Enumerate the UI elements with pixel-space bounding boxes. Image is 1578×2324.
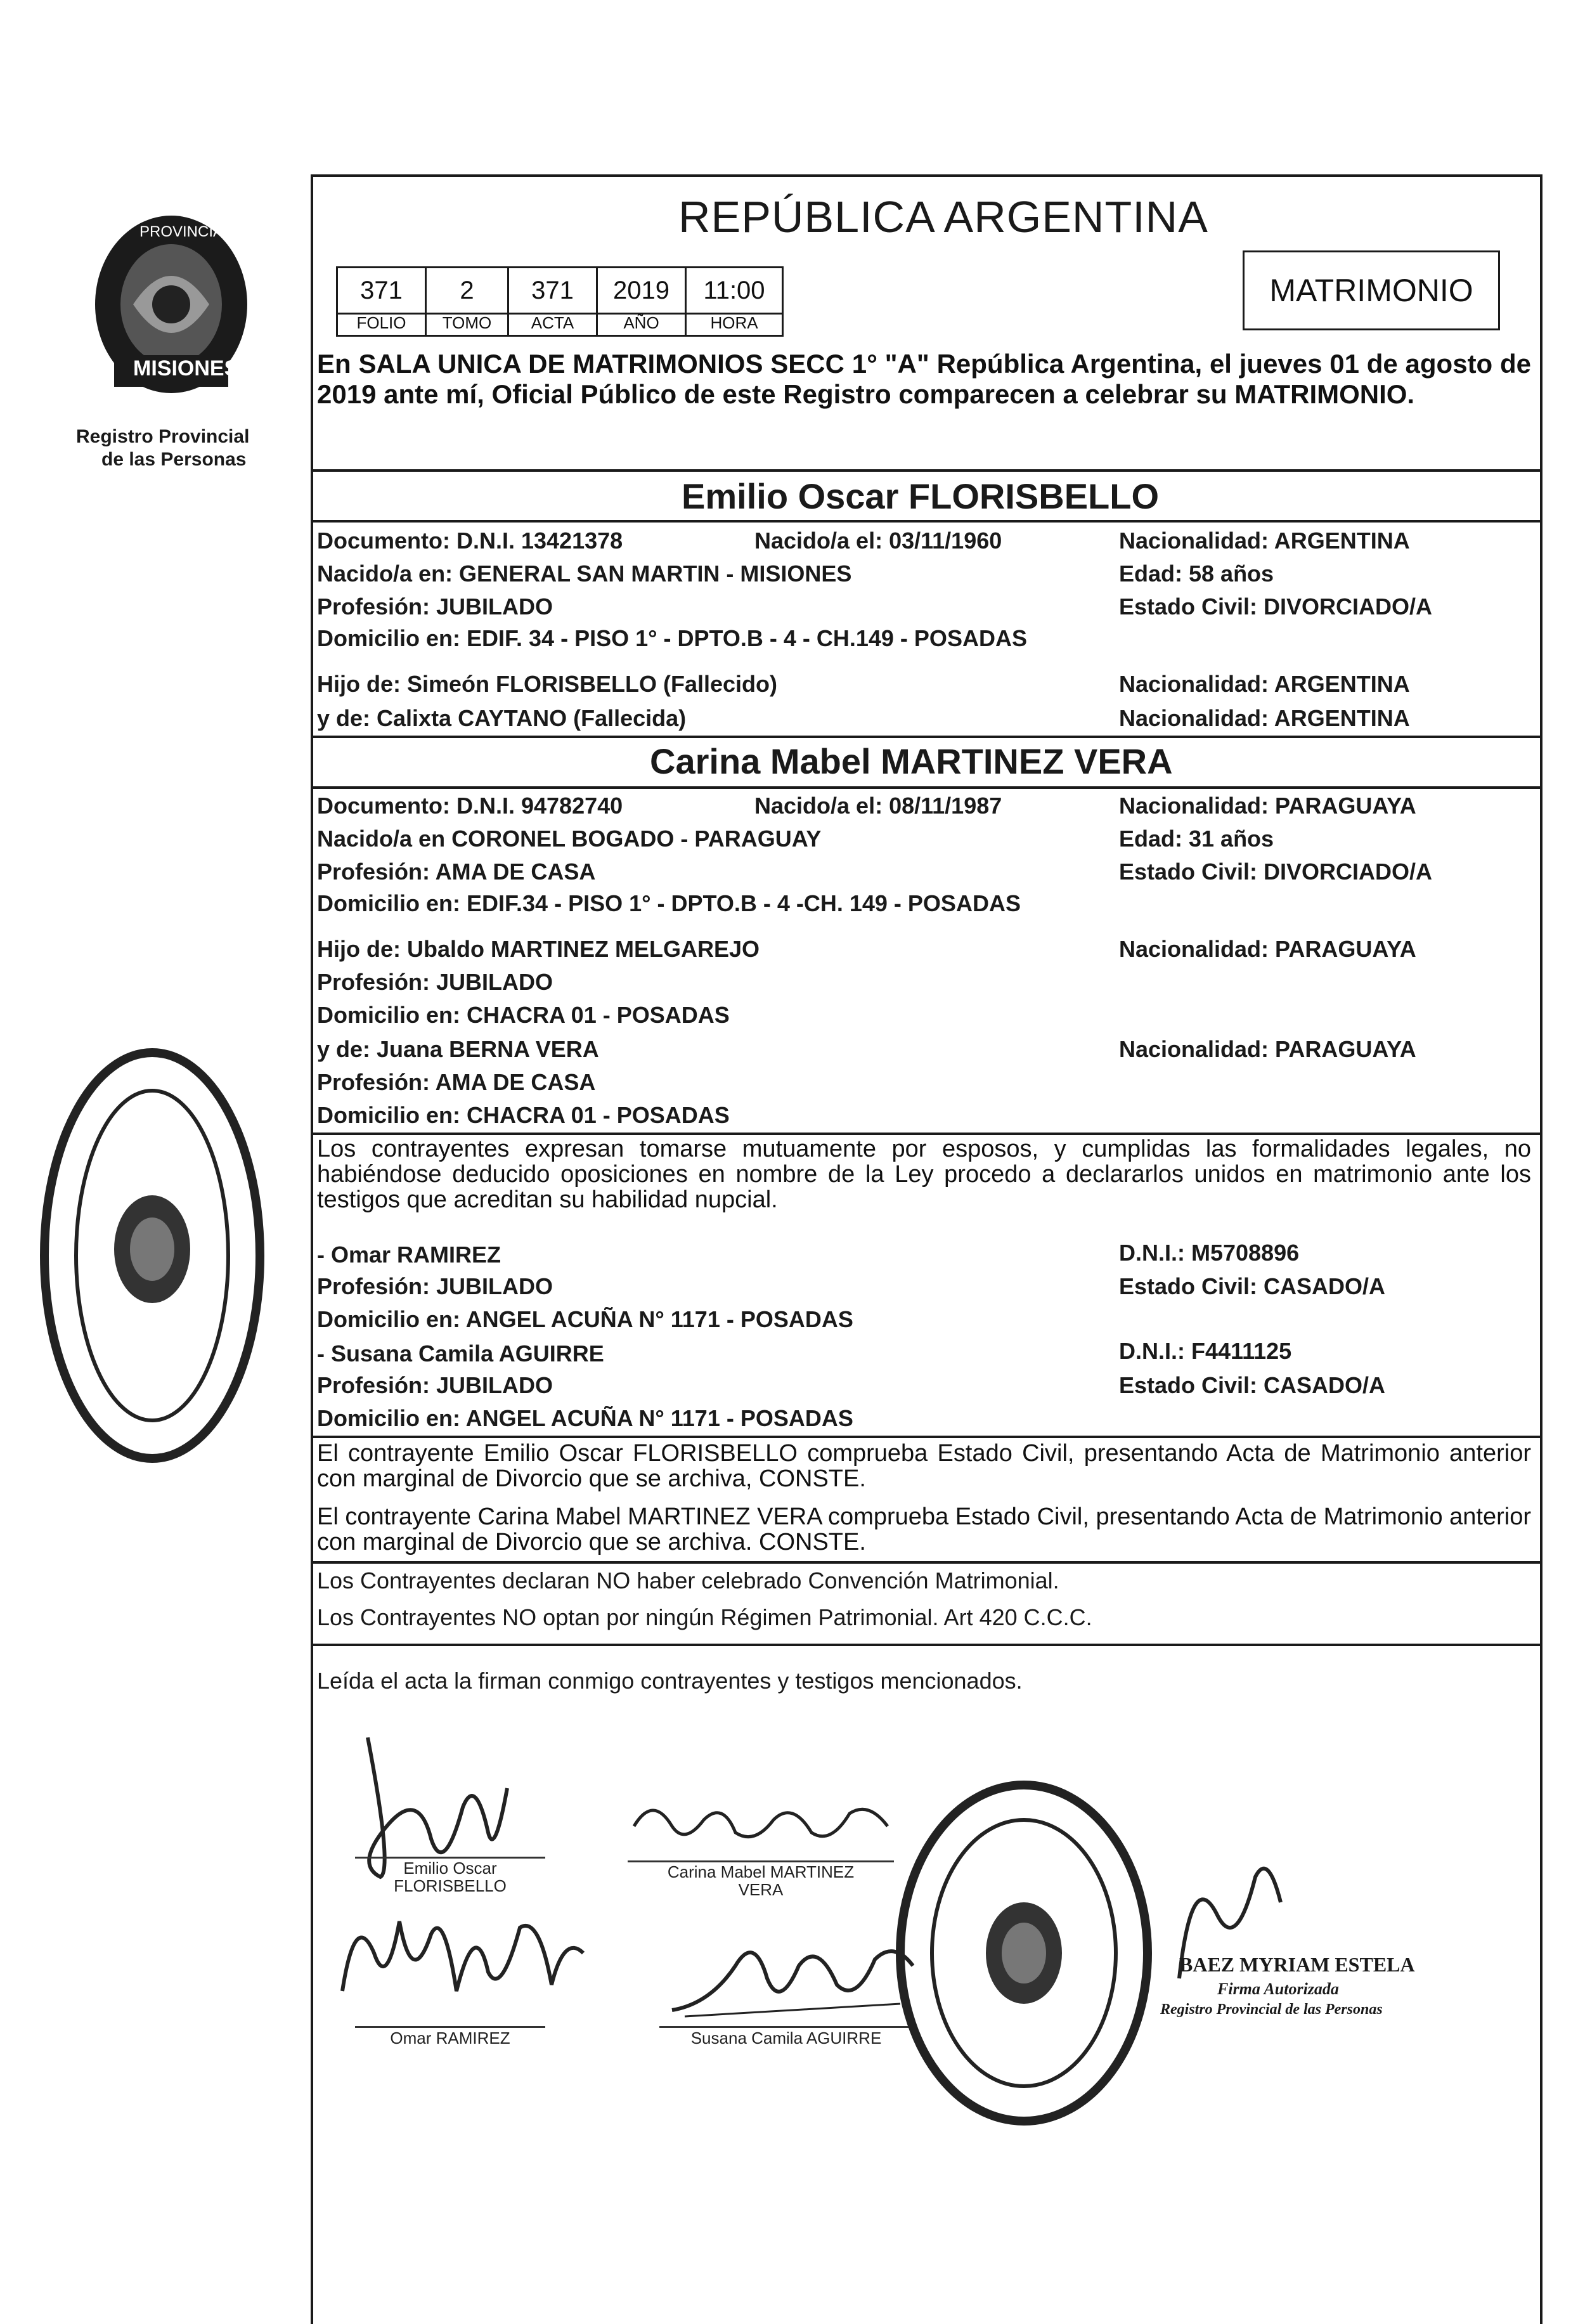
seal-icon <box>38 1040 266 1471</box>
spouse1-edad: Edad: 58 años <box>1119 561 1274 587</box>
signature-4-name: Susana Camila AGUIRRE <box>690 2029 882 2048</box>
spouse2-padre: Hijo de: Ubaldo MARTINEZ MELGAREJO <box>317 936 760 962</box>
anio-label: AÑO <box>598 311 687 335</box>
spouse1-documento: Documento: D.N.I. 13421378 <box>317 528 623 554</box>
tomo-value: 2 <box>427 268 509 313</box>
spouse2-documento: Documento: D.N.I. 94782740 <box>317 793 623 819</box>
official-name: BAEZ MYRIAM ESTELA <box>1179 1953 1415 1976</box>
signature-line <box>659 2026 913 2028</box>
spouse2-padre-nacionalidad: Nacionalidad: PARAGUAYA <box>1119 936 1416 962</box>
spouse1-padre-nacionalidad: Nacionalidad: ARGENTINA <box>1119 671 1410 697</box>
logo-text-bottom: MISIONES <box>133 356 239 380</box>
spouse2-nacionalidad: Nacionalidad: PARAGUAYA <box>1119 793 1416 819</box>
left-seal <box>38 1040 266 1471</box>
spouse2-nacido-en: Nacido/a en CORONEL BOGADO - PARAGUAY <box>317 826 822 852</box>
spouse1-nacionalidad: Nacionalidad: ARGENTINA <box>1119 528 1410 554</box>
declaration-paragraph: Los contrayentes expresan tomarse mutuamente por esposos, y cumplidas las formalidades legales, no habiéndose deducido oposiciones en nombre de la Ley procedo a declararlos unidos en matrimonio ante los testigos que acreditan su habilidad nupcial. <box>317 1136 1531 1213</box>
acta-value: 371 <box>509 268 598 313</box>
closing-note: Leída el acta la firman conmigo contrayentes y testigos mencionados. <box>317 1668 1023 1694</box>
acta-label: ACTA <box>509 311 598 335</box>
spouse2-madre-nacionalidad: Nacionalidad: PARAGUAYA <box>1119 1036 1416 1062</box>
signature-1-name-line2: FLORISBELLO <box>394 1876 507 1895</box>
witness1-estado-civil: Estado Civil: CASADO/A <box>1119 1273 1386 1299</box>
spouse2-padre-profesion: Profesión: JUBILADO <box>317 969 553 995</box>
registry-logo <box>70 209 273 419</box>
witness1-dni: D.N.I.: M5708896 <box>1119 1240 1300 1266</box>
spouse1-madre-nacionalidad: Nacionalidad: ARGENTINA <box>1119 705 1410 731</box>
divider <box>311 1436 1540 1438</box>
hora-value: 11:00 <box>703 276 765 304</box>
divider <box>311 469 1540 472</box>
spouse1-padre: Hijo de: Simeón FLORISBELLO (Fallecido) <box>317 671 778 697</box>
official-role-1: Firma Autorizada <box>1217 1980 1339 1998</box>
spouse2-madre: y de: Juana BERNA VERA <box>317 1036 599 1062</box>
signature-line <box>355 2026 545 2028</box>
signature-2-name-line1: Carina Mabel MARTINEZ <box>667 1862 855 1881</box>
spouse1-madre: y de: Calixta CAYTANO (Fallecida) <box>317 705 687 731</box>
registry-labels-box <box>336 311 784 337</box>
logo-caption-2: de las Personas <box>101 449 247 470</box>
note-1: El contrayente Emilio Oscar FLORISBELLO comprueba Estado Civil, presentando Acta de Matrimonio anterior con marginal de Divorcio que se archiva, CONSTE. <box>317 1440 1531 1492</box>
divider <box>311 1644 1540 1646</box>
signature-1-name-line1: Emilio Oscar <box>403 1859 497 1878</box>
divider <box>311 520 1540 523</box>
witness2-dni: D.N.I.: F4411125 <box>1119 1338 1292 1364</box>
signature-scribble-2 <box>628 1788 894 1858</box>
witness1-profesion: Profesión: JUBILADO <box>317 1273 553 1299</box>
spouse1-profesion: Profesión: JUBILADO <box>317 594 553 620</box>
convention-note-1: Los Contrayentes declaran NO haber celebrado Convención Matrimonial. <box>317 1568 1059 1594</box>
witness1-domicilio: Domicilio en: ANGEL ACUÑA N° 1171 - POSADAS <box>317 1306 853 1332</box>
spouse2-nacido-el: Nacido/a el: 08/11/1987 <box>754 793 1002 819</box>
spouse2-padre-domicilio: Domicilio en: CHACRA 01 - POSADAS <box>317 1002 730 1028</box>
logo-caption-1: Registro Provincial <box>76 426 250 447</box>
signature-scribble-3 <box>330 1896 596 2010</box>
document-title: REPÚBLICA ARGENTINA <box>678 192 1208 242</box>
tomo-label: TOMO <box>427 311 509 335</box>
spouse1-estado-civil: Estado Civil: DIVORCIADO/A <box>1119 594 1433 620</box>
registry-values-box <box>336 266 784 315</box>
witness2-name: - Susana Camila AGUIRRE <box>317 1341 604 1366</box>
witness2-estado-civil: Estado Civil: CASADO/A <box>1119 1372 1386 1398</box>
divider <box>311 736 1540 738</box>
spouse1-name: Emilio Oscar FLORISBELLO <box>682 476 1160 516</box>
spouse1-nacido-en: Nacido/a en: GENERAL SAN MARTIN - MISIONES <box>317 561 852 587</box>
intro-paragraph: En SALA UNICA DE MATRIMONIOS SECC 1° "A" República Argentina, el jueves 01 de agosto de 2019 ante mí, Oficial Público de este Registro comparecen a celebrar su MATRIMONIO. <box>317 349 1531 409</box>
spouse2-profesion: Profesión: AMA DE CASA <box>317 859 596 885</box>
divider <box>311 1561 1540 1564</box>
spouse2-edad: Edad: 31 años <box>1119 826 1274 852</box>
divider <box>311 786 1540 789</box>
act-type-label: MATRIMONIO <box>1269 273 1473 308</box>
divider <box>311 1133 1540 1135</box>
seal-icon <box>891 1775 1157 2131</box>
spouse2-domicilio: Domicilio en: EDIF.34 - PISO 1° - DPTO.B - 4 -CH. 149 - POSADAS <box>317 890 1021 916</box>
official-seal <box>891 1775 1157 2131</box>
signature-scribble-4 <box>659 1928 926 2023</box>
spouse2-name: Carina Mabel MARTINEZ VERA <box>650 741 1173 781</box>
signature-2-name-line2: VERA <box>738 1880 784 1899</box>
witness2-domicilio: Domicilio en: ANGEL ACUÑA N° 1171 - POSADAS <box>317 1405 853 1431</box>
folio-value: 371 <box>338 268 427 313</box>
hora-label: HORA <box>710 313 758 332</box>
spouse1-domicilio: Domicilio en: EDIF. 34 - PISO 1° - DPTO.B - 4 - CH.149 - POSADAS <box>317 625 1027 651</box>
spouse2-estado-civil: Estado Civil: DIVORCIADO/A <box>1119 859 1433 885</box>
convention-note-2: Los Contrayentes NO optan por ningún Régimen Patrimonial. Art 420 C.C.C. <box>317 1604 1092 1630</box>
note-2: El contrayente Carina Mabel MARTINEZ VERA comprueba Estado Civil, presentando Acta de Matrimonio anterior con marginal de Divorcio que se archiva. CONSTE. <box>317 1503 1531 1555</box>
act-type-box <box>1243 250 1500 330</box>
witness2-profesion: Profesión: JUBILADO <box>317 1372 553 1398</box>
spouse1-nacido-el: Nacido/a el: 03/11/1960 <box>754 528 1002 554</box>
anio-value: 2019 <box>598 268 687 313</box>
spouse2-madre-profesion: Profesión: AMA DE CASA <box>317 1069 596 1095</box>
logo-text-top: PROVINCIA <box>139 223 224 240</box>
spouse2-madre-domicilio: Domicilio en: CHACRA 01 - POSADAS <box>317 1102 730 1128</box>
official-role-2: Registro Provincial de las Personas <box>1160 2001 1383 2018</box>
folio-label: FOLIO <box>338 311 427 335</box>
signature-3-name: Omar RAMIREZ <box>390 2029 510 2048</box>
witness1-name: - Omar RAMIREZ <box>317 1242 501 1268</box>
